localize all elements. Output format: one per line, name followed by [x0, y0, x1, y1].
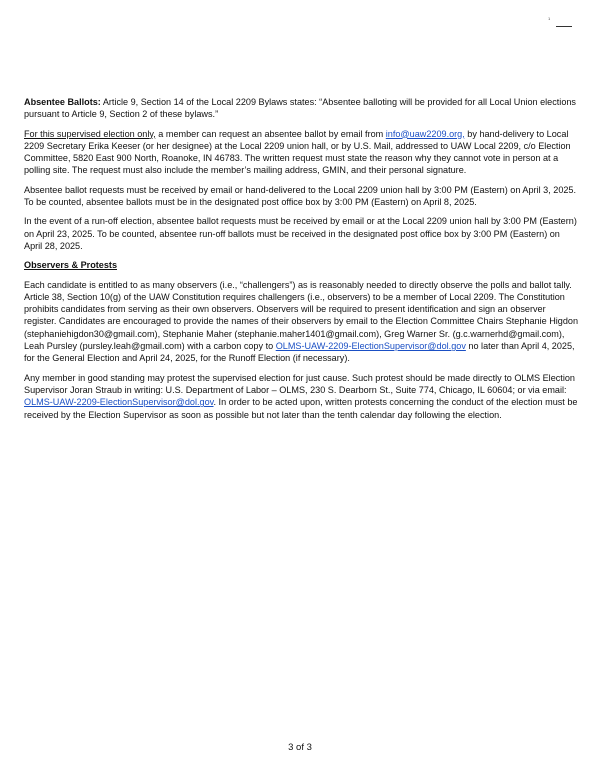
observers-paragraph [24, 279, 580, 365]
observers-heading: Observers & Protests [24, 260, 118, 271]
corner-rule [556, 26, 572, 27]
absentee-title: Absentee Ballots: [24, 97, 101, 107]
runoff-deadline-paragraph: In the event of a run-off election, absentee ballot requests must be received by email or at the Local 2209 union hall by 3:00 PM (Eastern) on April 23, 2025. To be counted, absentee run-off ballots must be received in the designated post office box by 3:00 PM (Eastern) on April 28, 2025. [24, 216, 577, 251]
absentee-deadline-paragraph: Absentee ballot requests must be received by email or hand-delivered to the Local 2209 union hall by 3:00 PM (Eastern) on April 3, 2025. To be counted, absentee ballots must be in the designated post office box by 3:00 PM (Eastern) on April 8, 2025. [24, 184, 577, 208]
protests-text-b: . In order to be acted upon, written protests concerning the conduct of the election must be received by the Election Supervisor as soon as possible but not later than the tenth calendar day following the election. [24, 397, 578, 420]
supervised-election-lead: For this supervised election only, [24, 128, 156, 139]
info-email-link[interactable]: info@uaw2209.org, [385, 128, 465, 139]
absentee-request-text-a: a member can request an absentee ballot by email from [155, 128, 386, 139]
absentee-request-text-b: by hand-delivery to Local 2209 Secretary Erika Keeser (or her designee) at the Local 2209 union hall, or by U.S. Mail, addressed to UAW Local 2209, c/o Election Committee, 5820 East 900 North, Roanoke, IN 46783. The written request must state the reason why they cannot vote in person at a polling site. The request must also include the member’s mailing address, GMIN, and their personal signature. [24, 128, 571, 176]
absentee-request-paragraph [24, 128, 580, 177]
protests-text-a: Any member in good standing may protest the supervised election for just cause. Such protest should be made directly to OLMS Election Supervisor Joran Straub in writing: U.S. Department of Labor – OLMS, 230 S. Dearborn St., Suite 774, Chicago, IL 60604; or via email: [24, 372, 575, 395]
absentee-intro-paragraph [24, 96, 580, 121]
corner-mark: 1 [548, 16, 551, 21]
absentee-intro-text: Article 9, Section 14 of the Local 2209 Bylaws states: “Absentee balloting will be provided for all Local Union elections pursuant to Article 9, Section 2 of these bylaws.” [24, 97, 576, 120]
protests-paragraph [24, 372, 580, 421]
protest-email-link[interactable]: OLMS-UAW-2209-ElectionSupervisor@dol.gov [24, 397, 214, 408]
supervisor-email-link[interactable]: OLMS-UAW-2209-ElectionSupervisor@dol.gov [275, 341, 466, 352]
page-number: 3 of 3 [288, 742, 312, 753]
observers-text-b: no later than April 4, 2025, for the General Election and April 24, 2025, for the Runoff Election (if necessary). [24, 341, 575, 364]
document-body [24, 96, 580, 428]
observers-text-a: Each candidate is entitled to as many observers (i.e., “challengers”) as is reasonably needed to directly observe the polls and ballot tally. Article 38, Section 10(g) of the UAW Constitution requires challengers (i.e., observers) to be a member of Local 2209. The Constitution prohibits candidates from serving as their own observers. Observers will be required to present identification and sign an observer register. Candidates are encouraged to provide the names of their observers by email to the Election Committee Chairs Stephanie Higdon (stephaniehigdon30@gmail.com), Stephanie Maher (stephanie.maher1401@gmail.com), Greg Warner Sr. (g.c.warnerhd@gmail.com), Leah Pursley (pursley.leah@gmail.com) with a carbon copy to [24, 279, 579, 352]
